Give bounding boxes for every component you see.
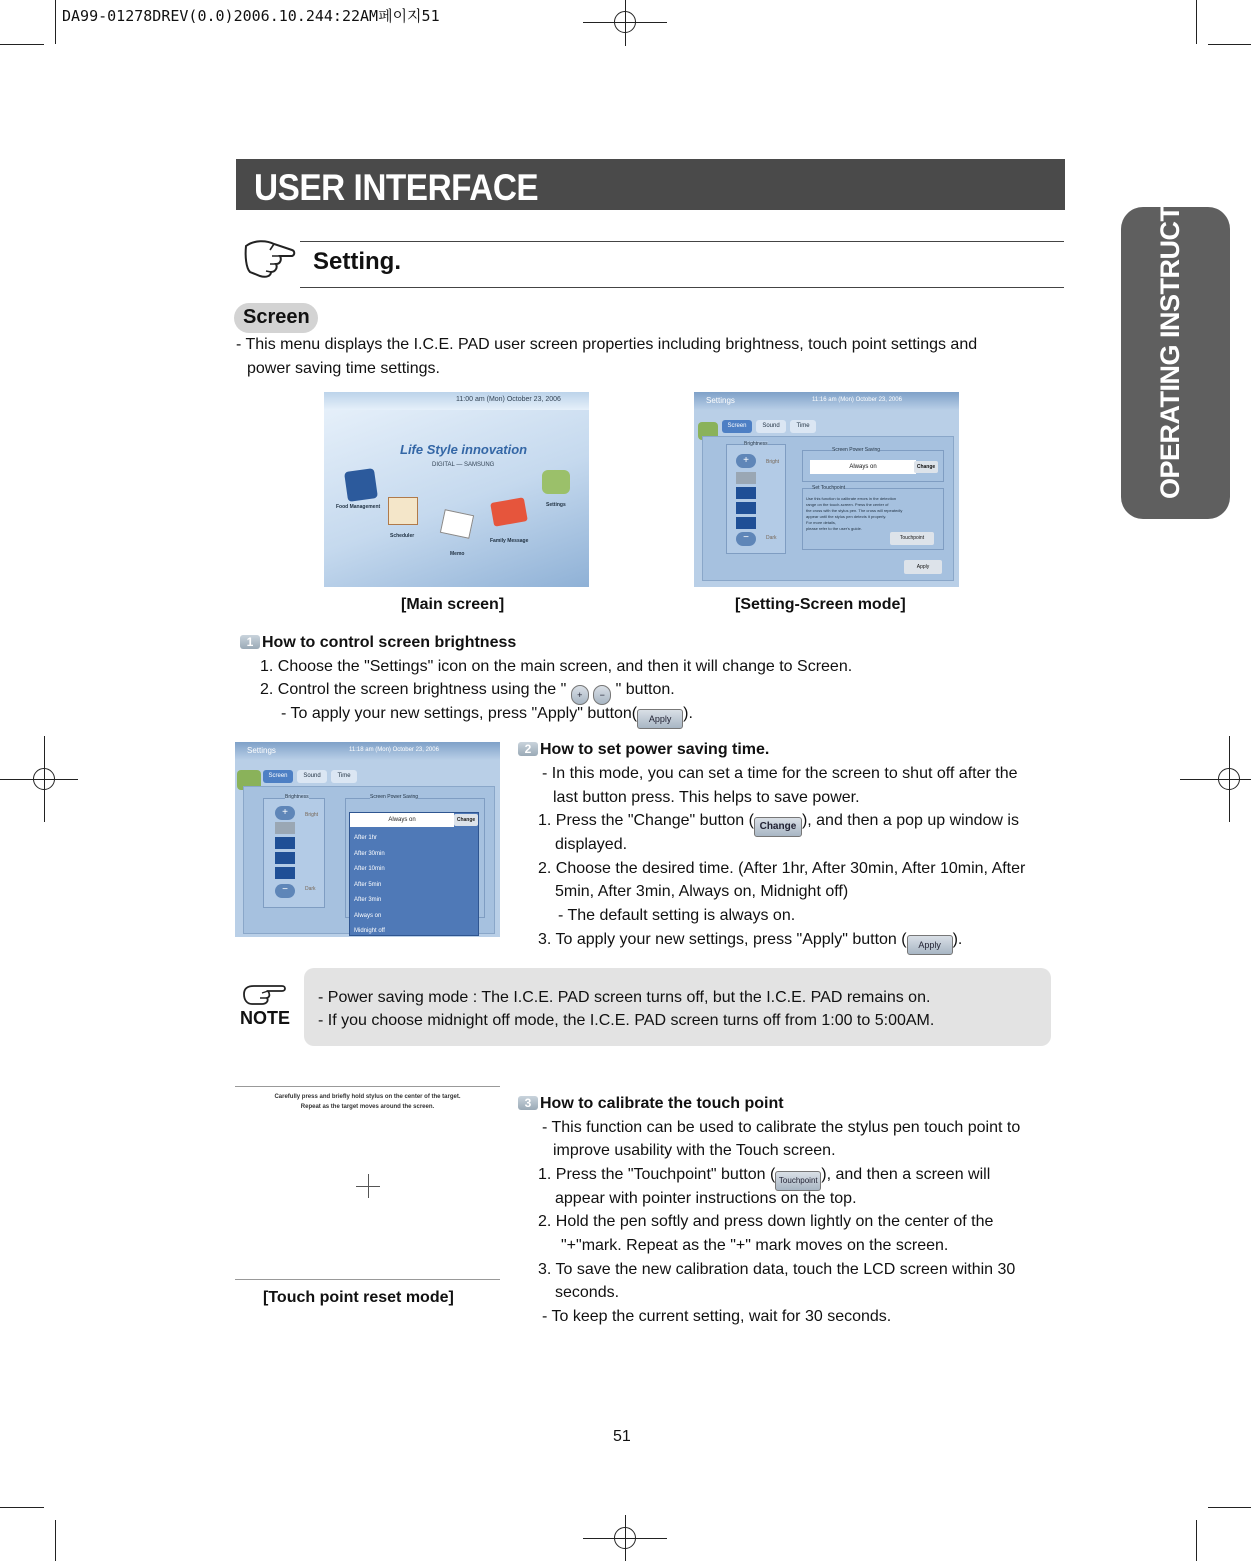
setting-power-saving-label: Screen Power Saving xyxy=(832,447,881,453)
setting-touchpoint-label: Set Touchpoint xyxy=(812,485,845,491)
setting-change-button: Change xyxy=(914,461,938,473)
side-tab-label: OPERATING INSTRUCTIONS xyxy=(1155,141,1185,499)
step3-line-8: seconds. xyxy=(555,1284,620,1301)
step2-line-4: displayed. xyxy=(555,836,628,853)
main-logo: Life Style innovation xyxy=(400,442,528,457)
screen-subsection-label: Screen xyxy=(234,303,318,333)
step2-heading: 2 How to set power saving time. xyxy=(518,738,769,762)
popup-tab-screen: Screen xyxy=(263,770,293,783)
main-time: 11:00 am (Mon) October 23, 2006 xyxy=(456,396,561,403)
step2-line-3: 1. Press the "Change" button ( Change ), and then a pop up window is xyxy=(538,809,1019,837)
step3-heading: 3 How to calibrate the touch point xyxy=(518,1092,784,1116)
setting-touchpoint-button: Touchpoint xyxy=(890,532,934,545)
touch-point-caption: [Touch point reset mode] xyxy=(263,1289,454,1306)
page-number: 51 xyxy=(613,1428,631,1445)
step3-line-5: 2. Hold the pen softly and press down lightly on the center of the xyxy=(538,1213,994,1230)
popup-title: Settings xyxy=(247,746,276,755)
side-tab xyxy=(1121,141,1230,519)
setting-tab-screen: Screen xyxy=(722,420,752,433)
option-midnight-off: Midnight off xyxy=(354,928,385,934)
main-brand: DIGITAL — SAMSUNG xyxy=(432,462,495,468)
step3-line-7: 3. To save the new calibration data, touch the LCD screen within 30 xyxy=(538,1261,1016,1278)
heading-rule-top xyxy=(300,241,1064,242)
step2-line-6: 5min, After 3min, Always on, Midnight off) xyxy=(555,883,849,900)
step1-line-3: - To apply your new settings, press "Apply" button( Apply ). xyxy=(281,702,693,729)
touch-instruction-2: Repeat as the target moves around the screen. xyxy=(300,1104,435,1110)
main-icon-label-family: Family Message xyxy=(490,538,529,544)
option-after-5min: After 5min xyxy=(354,881,382,888)
step3-line-3: 1. Press the "Touchpoint" button ( Touchpoint ), and then a screen will xyxy=(538,1163,990,1191)
option-always-on: Always on xyxy=(354,912,382,919)
main-screen-caption: [Main screen] xyxy=(401,596,505,613)
setting-tab-sound: Sound xyxy=(756,420,786,433)
change-button-icon: Change xyxy=(754,817,802,837)
memo-icon xyxy=(440,509,474,539)
option-after-30min: After 30min xyxy=(354,850,385,857)
power-saving-dropdown xyxy=(349,812,479,936)
main-icon-label-scheduler: Scheduler xyxy=(390,533,415,539)
step3-line-1: - This function can be used to calibrate the stylus pen touch point to xyxy=(542,1119,1021,1136)
scheduler-icon xyxy=(388,497,418,525)
pointing-hand-icon xyxy=(244,236,296,280)
option-after-10min: After 10min xyxy=(354,866,385,872)
setting-dark-label: Dark xyxy=(766,535,777,541)
popup-brightness-label: Brightness xyxy=(285,794,309,800)
step3-line-9: - To keep the current setting, wait for 30 seconds. xyxy=(542,1308,892,1325)
setting-touchpoint-desc: Use this function to calibrate errors in the detection range on the touch-screen. Press the center of the cross with the stylus pen. The cross will repeatedly appear until the stylus pen detects it properly. For more details, please refer to the user's guide. xyxy=(806,496,903,531)
setting-time: 11:16 am (Mon) October 23, 2006 xyxy=(812,397,902,403)
food-management-icon xyxy=(344,468,378,502)
main-icon-label-settings: Settings xyxy=(546,502,566,508)
title-bar xyxy=(236,159,1065,210)
step3-badge: 3 xyxy=(518,1096,538,1110)
step1-line-2: 2. Control the screen brightness using the " + − " button. xyxy=(260,678,675,705)
step3-line-2: improve usability with the Touch screen. xyxy=(553,1142,836,1159)
step3-line-4: appear with pointer instructions on the top. xyxy=(555,1190,857,1207)
plus-button-icon: + xyxy=(571,685,589,705)
setting-tab-time: Time xyxy=(790,420,816,433)
step2-line-8: 3. To apply your new settings, press "Apply" button ( Apply ). xyxy=(538,928,962,955)
intro-line-1: - This menu displays the I.C.E. PAD user screen properties including brightness, touch point settings and xyxy=(236,336,978,353)
note-hand-icon xyxy=(242,980,288,1006)
touch-instruction-1: Carefully press and briefly hold stylus on the center of the target. xyxy=(274,1094,461,1100)
intro-line-2: power saving time settings. xyxy=(247,360,440,377)
apply-button-icon-2: Apply xyxy=(907,935,953,955)
step2-line-5: 2. Choose the desired time. (After 1hr, After 30min, After 10min, After xyxy=(538,860,1026,877)
family-message-icon xyxy=(490,497,528,527)
popup-tab-time: Time xyxy=(331,770,357,783)
popup-time: 11:18 am (Mon) October 23, 2006 xyxy=(349,747,439,753)
setting-screen-caption: [Setting-Screen mode] xyxy=(735,596,906,613)
popup-power-saving-label: Screen Power Saving xyxy=(370,794,419,800)
step2-line-1: - In this mode, you can set a time for the screen to shut off after the xyxy=(542,765,1018,782)
popup-dark-label: Dark xyxy=(305,886,316,892)
touchpoint-button-icon: Touchpoint xyxy=(775,1171,821,1191)
main-icon-label-memo: Memo xyxy=(450,551,465,557)
option-after-1hr: After 1hr xyxy=(354,835,378,841)
setting-screen-screenshot: Settings 11:16 am (Mon) October 23, 2006 Screen Sound Time Brightness + − Bright Dark Screen Power Saving Always on Change Set Touchpoint Use this function to calibrate errors in the detection range on the touch-screen. Press the center of the cross with the stylus pen. The cross will repeatedly appear until the stylus pen detects it properly. For more details, please refer to the user's guide. Touchpoint Apply xyxy=(694,392,959,587)
popup-tab-sound: Sound xyxy=(297,770,327,783)
note-line-1: - Power saving mode : The I.C.E. PAD screen turns off, but the I.C.E. PAD remains on. xyxy=(318,989,931,1006)
step1-line-1: 1. Choose the "Settings" icon on the main screen, and then it will change to Screen. xyxy=(260,658,853,675)
step2-line-7: - The default setting is always on. xyxy=(558,907,796,924)
page-title: USER INTERFACE xyxy=(254,167,539,208)
popup-bright-label: Bright xyxy=(305,812,319,818)
setting-brightness-label: Brightness xyxy=(744,441,768,447)
setting-always-on: Always on xyxy=(810,460,916,474)
apply-button-icon: Apply xyxy=(637,709,683,729)
step3-line-6: "+"mark. Repeat as the "+" mark moves on the screen. xyxy=(561,1237,949,1254)
note-line-2: - If you choose midnight off mode, the I.C.E. PAD screen turns off from 1:00 to 5:00AM. xyxy=(318,1012,935,1029)
power-saving-options xyxy=(354,831,385,937)
setting-apply-button: Apply xyxy=(904,560,942,574)
step1-heading: 1 How to control screen brightness xyxy=(240,631,516,655)
settings-puzzle-icon xyxy=(542,470,570,494)
popup-change-button: Change xyxy=(454,814,478,826)
step1-badge: 1 xyxy=(240,635,260,649)
main-icon-label-food: Food Management xyxy=(336,504,381,510)
option-after-3min: After 3min xyxy=(354,897,382,903)
power-saving-popup-screenshot: Settings 11:18 am (Mon) October 23, 2006 Screen Sound Time Brightness + − Bright Dark Screen Power Saving Always on Change After 1hr After 30min After 10min After 5min After 3min Always on Midnight off xyxy=(235,742,500,937)
note-label: NOTE xyxy=(240,1008,291,1028)
setting-bright-label: Bright xyxy=(766,459,780,465)
heading-rule-bottom xyxy=(300,287,1064,288)
step2-badge: 2 xyxy=(518,742,538,756)
setting-title: Settings xyxy=(706,396,735,405)
minus-button-icon: − xyxy=(593,685,611,705)
section-title: Setting. xyxy=(313,248,401,275)
touch-point-screenshot xyxy=(235,1086,500,1280)
step2-line-2: last button press. This helps to save power. xyxy=(553,789,860,806)
print-header: DA99-01278DREV(0.0)2006.10.244:22AM페이지51 xyxy=(62,7,440,25)
main-screen-screenshot xyxy=(324,392,589,587)
popup-always-on: Always on xyxy=(350,813,454,827)
